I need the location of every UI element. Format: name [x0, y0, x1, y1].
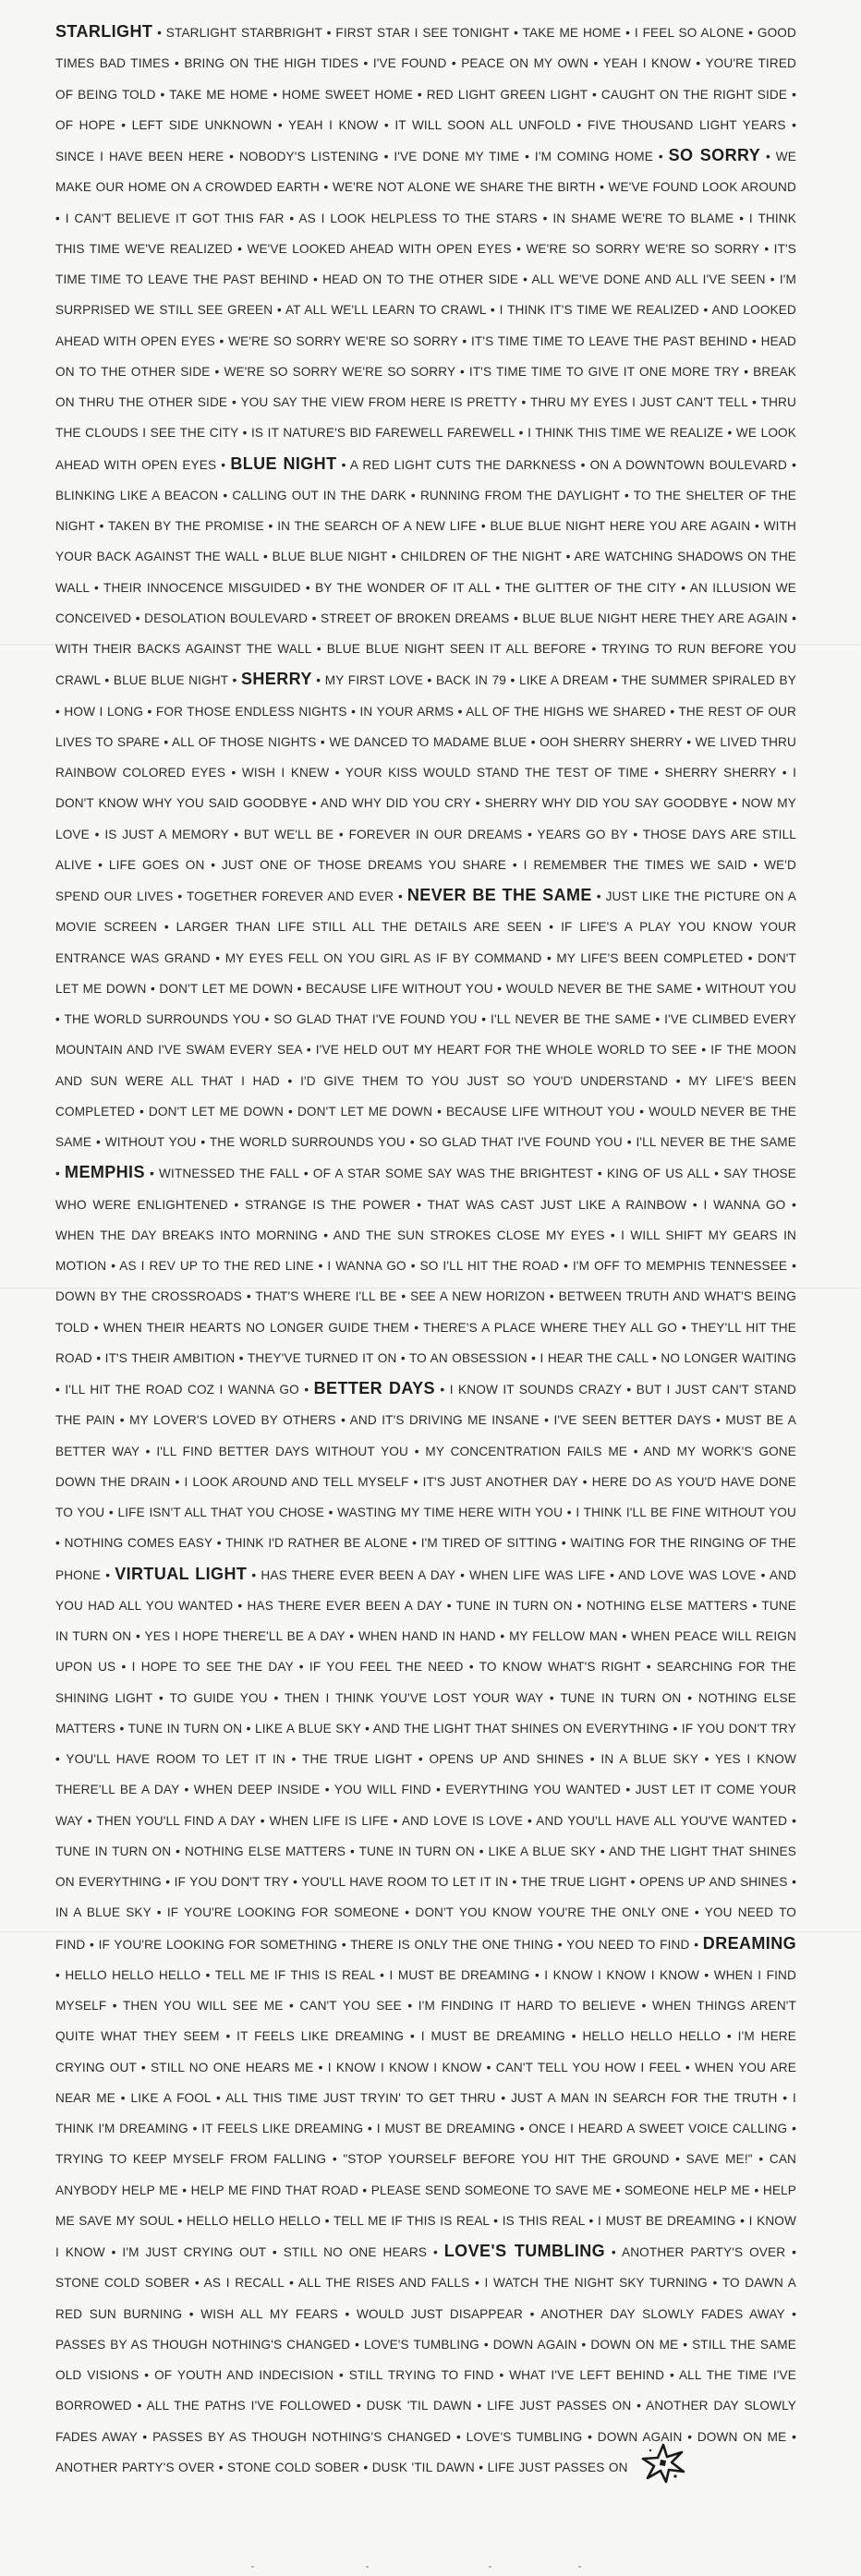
separator: •	[247, 1567, 261, 1582]
separator: •	[227, 673, 241, 688]
song-lyrics-better-days: I KNOW IT SOUNDS CRAZY • BUT I JUST CAN'T STAND THE PAIN • MY LOVER'S LOVED BY OTHERS • AND IT'S DRIVING ME INSANE • I'VE SEEN BETTER DAYS • MUST BE A BETTER WAY • I'LL FIND BETTER DAYS WITHOUT YOU • MY CONCENTRATION FAILS ME • AND MY WORK'S GONE DOWN THE DRAIN • I LOOK AROUND AND TELL MYSELF • IT'S JUST ANOTHER DAY • HERE DO AS YOU'D HAVE DONE TO YOU • LIFE ISN'T ALL THAT YOU CHOSE • WASTING MY TIME HERE WITH YOU • I THINK I'LL BE FINE WITHOUT YOU • NOTHING COMES EASY • THINK I'D RATHER BE ALONE • I'M TIRED OF SITTING • WAITING FOR THE RINGING OF THE PHONE	[55, 1383, 797, 1582]
song-title-memphis: MEMPHIS	[65, 1163, 145, 1182]
separator: •	[605, 2245, 622, 2259]
separator: •	[760, 150, 776, 163]
song-title-never-be-the-same: NEVER BE THE SAME	[406, 886, 592, 904]
song-lyrics-never-be-the-same: JUST LIKE THE PICTURE ON A MOVIE SCREEN • LARGER THAN LIFE STILL ALL THE DETAILS ARE SEEN • IF LIFE'S A PLAY YOU KNOW YOUR ENTRANCE WAS GRAND • MY EYES FELL ON YOU GIRL AS IF BY COMMAND • MY LIFE'S BEEN COMPLETED • DON'T LET ME DOWN • DON'T LET ME DOWN • BECAUSE LIFE WITHOUT YOU • WOULD NEVER BE THE SAME • WITHOUT YOU • THE WORLD SURROUNDS YOU • SO GLAD THAT I'VE FOUND YOU • I'LL NEVER BE THE SAME • I'VE CLIMBED EVERY MOUNTAIN AND I'VE SWAM EVERY SEA • I'VE HELD OUT MY HEART FOR THE WHOLE WORLD TO SEE • IF THE MOON AND SUN WERE ALL THAT I HAD • I'D GIVE THEM TO YOU JUST SO YOU'D UNDERSTAND • MY LIFE'S BEEN COMPLETED • DON'T LET ME DOWN • DON'T LET ME DOWN • BECAUSE LIFE WITHOUT YOU • WOULD NEVER BE THE SAME • WITHOUT YOU • THE WORLD SURROUNDS YOU • SO GLAD THAT I'VE FOUND YOU • I'LL NEVER BE THE SAME	[55, 889, 796, 1149]
song-lyrics-memphis: WITNESSED THE FALL • OF A STAR SOME SAY WAS THE BRIGHTEST • KING OF US ALL • SAY THOSE WHO WERE ENLIGHTENED • STRANGE IS THE POWER • THAT WAS CAST JUST LIKE A RAINBOW • I WANNA GO • WHEN THE DAY BREAKS INTO MORNING • AND THE SUN STROKES CLOSE MY EYES • I WILL SHIFT MY GEARS IN MOTION • AS I REV UP TO THE RED LINE • I WANNA GO • SO I'LL HIT THE ROAD • I'M OFF TO MEMPHIS TENNESSEE • DOWN BY THE CROSSROADS • THAT'S WHERE I'LL BE • SEE A NEW HORIZON • BETWEEN TRUTH AND WHAT'S BEING TOLD • WHEN THEIR HEARTS NO LONGER GUIDE THEM • THERE'S A PLACE WHERE THEY ALL GO • THEY'LL HIT THE ROAD • IT'S THEIR AMBITION • THEY'VE TURNED IT ON • TO AN OBSESSION • I HEAR THE CALL • NO LONGER WAITING • I'LL HIT THE ROAD COZ I WANNA GO	[55, 1167, 796, 1397]
song-title-so-sorry: SO SORRY	[668, 146, 761, 164]
separator: •	[101, 1567, 115, 1582]
separator: •	[591, 889, 606, 903]
separator: •	[434, 1383, 450, 1397]
separator: •	[298, 1383, 314, 1397]
song-title-blue-night: BLUE NIGHT	[230, 454, 337, 473]
song-lyrics-sherry: MY FIRST LOVE • BACK IN 79 • LIKE A DREAM • THE SUMMER SPIRALED BY • HOW I LONG • FOR THOSE ENDLESS NIGHTS • IN YOUR ARMS • ALL OF THE HIGHS WE SHARED • THE REST OF OUR LIVES TO SPARE • ALL OF THOSE NIGHTS • WE DANCED TO MADAME BLUE • OOH SHERRY SHERRY • WE LIVED THRU RAINBOW COLORED EYES • WISH I KNEW • YOUR KISS WOULD STAND THE TEST OF TIME • SHERRY SHERRY • I DON'T KNOW WHY YOU SAID GOODBYE • AND WHY DID YOU CRY • SHERRY WHY DID YOU SAY GOODBYE • NOW MY LOVE • IS JUST A MEMORY • BUT WE'LL BE • FOREVER IN OUR DREAMS • YEARS GO BY • THOSE DAYS ARE STILL ALIVE • LIFE GOES ON • JUST ONE OF THOSE DREAMS YOU SHARE • I REMEMBER THE TIMES WE SAID • WE'D SPEND OUR LIVES • TOGETHER FOREVER AND EVER	[55, 673, 796, 903]
song-lyrics-starlight: STARLIGHT STARBRIGHT • FIRST STAR I SEE TONIGHT • TAKE ME HOME • I FEEL SO ALONE • GOOD TIMES BAD TIMES • BRING ON THE HIGH TIDES • I'VE FOUND • PEACE ON MY OWN • YEAH I KNOW • YOU'RE TIRED OF BEING TOLD • TAKE ME HOME • HOME SWEET HOME • RED LIGHT GREEN LIGHT • CAUGHT ON THE RIGHT SIDE • OF HOPE • LEFT SIDE UNKNOWN • YEAH I KNOW • IT WILL SOON ALL UNFOLD • FIVE THOUSAND LIGHT YEARS • SINCE I HAVE BEEN HERE • NOBODY'S LISTENING • I'VE DONE MY TIME • I'M COMING HOME	[55, 26, 796, 163]
bottom-registration-marks	[0, 2566, 861, 2571]
star-splat-icon	[641, 2443, 685, 2484]
song-lyrics-dreaming: HELLO HELLO HELLO • TELL ME IF THIS IS REAL • I MUST BE DREAMING • I KNOW I KNOW I KNOW • WHEN I FIND MYSELF • THEN YOU WILL SEE ME • CAN'T YOU SEE • I'M FINDING IT HARD TO BELIEVE • WHEN THINGS AREN'T QUITE WHAT THEY SEEM • IT FEELS LIKE DREAMING • I MUST BE DREAMING • HELLO HELLO HELLO • I'M HERE CRYING OUT • STILL NO ONE HEARS ME • I KNOW I KNOW I KNOW • CAN'T TELL YOU HOW I FEEL • WHEN YOU ARE NEAR ME • LIKE A FOOL • ALL THIS TIME JUST TRYIN' TO GET THRU • JUST A MAN IN SEARCH FOR THE TRUTH • I THINK I'M DREAMING • IT FEELS LIKE DREAMING • I MUST BE DREAMING • ONCE I HEARD A SWEET VOICE CALLING • TRYING TO KEEP MYSELF FROM FALLING • "STOP YOURSELF BEFORE YOU HIT THE GROUND • SAVE ME!" • CAN ANYBODY HELP ME • HELP ME FIND THAT ROAD • PLEASE SEND SOMEONE TO SAVE ME • SOMEONE HELP ME • HELP ME SAVE MY SOUL • HELLO HELLO HELLO • TELL ME IF THIS IS REAL • IS THIS REAL • I MUST BE DREAMING • I KNOW I KNOW • I'M JUST CRYING OUT • STILL NO ONE HEARS	[55, 1967, 796, 2259]
separator: •	[394, 889, 407, 903]
separator: •	[55, 1167, 66, 1181]
separator: •	[144, 1167, 160, 1181]
lyrics-body	[55, 17, 796, 2484]
registration-mark	[251, 2566, 254, 2568]
separator: •	[427, 2245, 444, 2259]
separator: •	[311, 673, 325, 688]
song-title-sherry: SHERRY	[240, 670, 312, 689]
song-title-dreaming: DREAMING	[702, 1933, 796, 1953]
song-lyrics-blue-night: A RED LIGHT CUTS THE DARKNESS • ON A DOWNTOWN BOULEVARD • BLINKING LIKE A BEACON • CALLING OUT IN THE DARK • RUNNING FROM THE DAYLIGHT • TO THE SHELTER OF THE NIGHT • TAKEN BY THE PROMISE • IN THE SEARCH OF A NEW LIFE • BLUE BLUE NIGHT HERE YOU ARE AGAIN • WITH YOUR BACK AGAINST THE WALL • BLUE BLUE NIGHT • CHILDREN OF THE NIGHT • ARE WATCHING SHADOWS ON THE WALL • THEIR INNOCENCE MISGUIDED • BY THE WONDER OF IT ALL • THE GLITTER OF THE CITY • AN ILLUSION WE CONCEIVED • DESOLATION BOULEVARD • STREET OF BROKEN DREAMS • BLUE BLUE NIGHT HERE THEY ARE AGAIN • WITH THEIR BACKS AGAINST THE WALL • BLUE BLUE NIGHT SEEN IT ALL BEFORE • TRYING TO RUN BEFORE YOU CRAWL • BLUE BLUE NIGHT	[55, 457, 796, 688]
separator: •	[152, 26, 166, 40]
song-title-loves-tumbling: LOVE'S TUMBLING	[443, 2242, 606, 2260]
separator: •	[689, 1937, 703, 1952]
registration-mark	[578, 2566, 581, 2568]
song-lyrics-virtual-light: HAS THERE EVER BEEN A DAY • WHEN LIFE WAS LIFE • AND LOVE WAS LOVE • AND YOU HAD ALL YOU WANTED • HAS THERE EVER BEEN A DAY • TUNE IN TURN ON • NOTHING ELSE MATTERS • TUNE IN TURN ON • YES I HOPE THERE'LL BE A DAY • WHEN HAND IN HAND • MY FELLOW MAN • WHEN PEACE WILL REIGN UPON US • I HOPE TO SEE THE DAY • IF YOU FEEL THE NEED • TO KNOW WHAT'S RIGHT • SEARCHING FOR THE SHINING LIGHT • TO GUIDE YOU • THEN I THINK YOU'VE LOST YOUR WAY • TUNE IN TURN ON • NOTHING ELSE MATTERS • TUNE IN TURN ON • LIKE A BLUE SKY • AND THE LIGHT THAT SHINES ON EVERYTHING • IF YOU DON'T TRY • YOU'LL HAVE ROOM TO LET IT IN • THE TRUE LIGHT • OPENS UP AND SHINES • IN A BLUE SKY • YES I KNOW THERE'LL BE A DAY • WHEN DEEP INSIDE • YOU WILL FIND • EVERYTHING YOU WANTED • JUST LET IT COME YOUR WAY • THEN YOU'LL FIND A DAY • WHEN LIFE IS LIFE • AND LOVE IS LOVE • AND YOU'LL HAVE ALL YOU'VE WANTED • TUNE IN TURN ON • NOTHING ELSE MATTERS • TUNE IN TURN ON • LIKE A BLUE SKY • AND THE LIGHT THAT SHINES ON EVERYTHING • IF YOU DON'T TRY • YOU'LL HAVE ROOM TO LET IT IN • THE TRUE LIGHT • OPENS UP AND SHINES • IN A BLUE SKY • IF YOU'RE LOOKING FOR SOMEONE • DON'T YOU KNOW YOU'RE THE ONLY ONE • YOU NEED TO FIND • IF YOU'RE LOOKING FOR SOMETHING • THERE IS ONLY THE ONE THING • YOU NEED TO FIND	[55, 1567, 797, 1952]
song-lyrics-loves-tumbling: ANOTHER PARTY'S OVER • STONE COLD SOBER • AS I RECALL • ALL THE RISES AND FALLS • I WATCH THE NIGHT SKY TURNING • TO DAWN A RED SUN BURNING • WISH ALL MY FEARS • WOULD JUST DISAPPEAR • ANOTHER DAY SLOWLY FADES AWAY • PASSES BY AS THOUGH NOTHING'S CHANGED • LOVE'S TUMBLING • DOWN AGAIN • DOWN ON ME • STILL THE SAME OLD VISIONS • OF YOUTH AND INDECISION • STILL TRYING TO FIND • WHAT I'VE LEFT BEHIND • ALL THE TIME I'VE BORROWED • ALL THE PATHS I'VE FOLLOWED • DUSK 'TIL DAWN • LIFE JUST PASSES ON • ANOTHER DAY SLOWLY FADES AWAY • PASSES BY AS THOUGH NOTHING'S CHANGED • LOVE'S TUMBLING • DOWN AGAIN • DOWN ON ME • ANOTHER PARTY'S OVER • STONE COLD SOBER • DUSK 'TIL DAWN • LIFE JUST PASSES ON	[55, 2245, 796, 2474]
registration-mark	[366, 2566, 369, 2568]
separator: •	[55, 1967, 66, 1982]
registration-mark	[489, 2566, 491, 2568]
song-title-virtual-light: VIRTUAL LIGHT	[115, 1564, 248, 1583]
separator: •	[216, 457, 231, 472]
song-lyrics-so-sorry: WE MAKE OUR HOME ON A CROWDED EARTH • WE'RE NOT ALONE WE SHARE THE BIRTH • WE'VE FOUND LOOK AROUND • I CAN'T BELIEVE IT GOT THIS FAR • AS I LOOK HELPLESS TO THE STARS • IN SHAME WE'RE TO BLAME • I THINK THIS TIME WE'VE REALIZED • WE'VE LOOKED AHEAD WITH OPEN EYES • WE'RE SO SORRY WE'RE SO SORRY • IT'S TIME TIME TO LEAVE THE PAST BEHIND • HEAD ON TO THE OTHER SIDE • ALL WE'VE DONE AND ALL I'VE SEEN • I'M SURPRISED WE STILL SEE GREEN • AT ALL WE'LL LEARN TO CRAWL • I THINK IT'S TIME WE REALIZED • AND LOOKED AHEAD WITH OPEN EYES • WE'RE SO SORRY WE'RE SO SORRY • IT'S TIME TIME TO LEAVE THE PAST BEHIND • HEAD ON TO THE OTHER SIDE • WE'RE SO SORRY WE'RE SO SORRY • IT'S TIME TIME TO GIVE IT ONE MORE TRY • BREAK ON THRU THE OTHER SIDE • YOU SAY THE VIEW FROM HERE IS PRETTY • THRU MY EYES I JUST CAN'T TELL • THRU THE CLOUDS I SEE THE CITY • IS IT NATURE'S BID FAREWELL FAREWELL • I THINK THIS TIME WE REALIZE • WE LOOK AHEAD WITH OPEN EYES	[55, 150, 796, 472]
separator: •	[652, 150, 669, 163]
song-title-starlight: STARLIGHT	[55, 22, 153, 41]
separator: •	[336, 457, 350, 472]
song-title-better-days: BETTER DAYS	[313, 1379, 435, 1397]
